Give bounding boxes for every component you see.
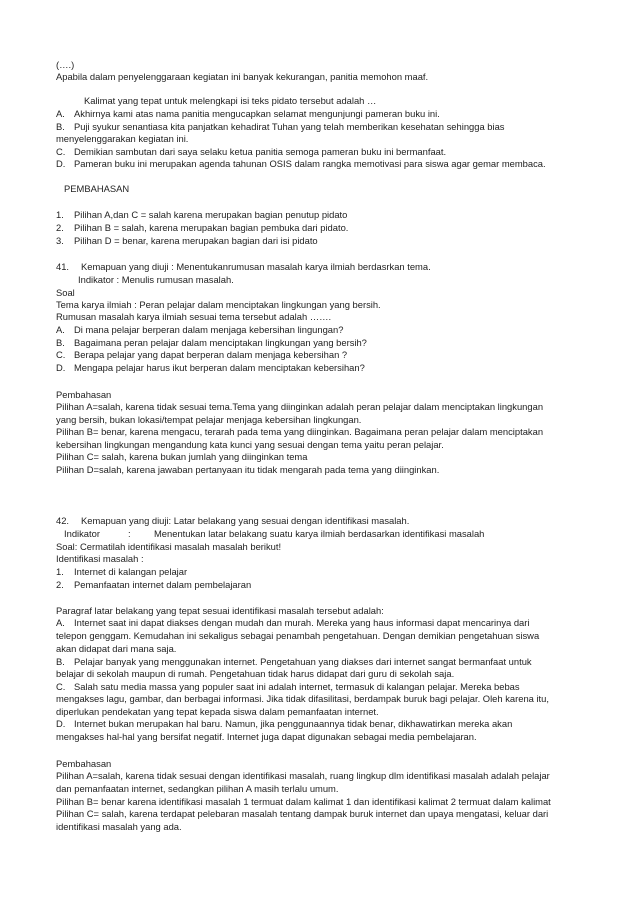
option-c-cont: diperlukan pendekatan yang tepat kepada siswa dalam pemanfaatan internet. <box>56 706 379 717</box>
option-text: Demikian sambutan dari saya selaku ketua panitia semoga pameran buku ini bermanfaat. <box>74 146 447 157</box>
option-text: Akhirnya kami atas nama panitia mengucapkan selamat mengunjungi pameran buku ini. <box>74 108 440 119</box>
option-text: Internet saat ini dapat diakses dengan mudah dan murah. Mereka yang haus informasi dapat mencarinya dari <box>74 617 530 628</box>
option-c <box>56 681 520 693</box>
explanation-item <box>56 222 348 234</box>
pembahasan-line: Pilihan A=salah, karena tidak sesuai tema.Tema yang diinginkan adalah peran pelajar dalam menciptakan lingkungan <box>56 401 544 412</box>
pembahasan-line: Pilihan B= benar, karena mengacu, terarah pada tema yang diinginkan. Bagaimana peran pelajar dalam menciptakan <box>56 426 544 437</box>
option-text: Salah satu media massa yang populer saat ini adalah internet, termasuk di kalangan pelajar. Mereka bebas <box>74 681 520 692</box>
option-b <box>56 121 504 133</box>
soal-line: Soal: Cermatilah identifikasi masalah masalah berikut! <box>56 541 282 552</box>
option-key: C. <box>56 146 66 157</box>
item-number: 1. <box>56 566 64 577</box>
question-number: 41. <box>56 261 70 272</box>
option-text: Di mana pelajar berperan dalam menjaga kebersihan lingungan? <box>74 324 344 335</box>
option-d <box>56 718 512 730</box>
option-a <box>56 324 343 336</box>
option-b-cont: belajar di sekolah maupun di rumah. Pengetahuan tidak harus didapat dari guru di sekolah saja. <box>56 668 455 679</box>
option-d-cont: mengakses hal-hal yang bersifat negatif. Internet juga dapat digunakan sebagai media pembelajaran. <box>56 731 477 742</box>
item-number: 2. <box>56 579 64 590</box>
item-text: Pilihan D = benar, karena merupakan bagian dari isi pidato <box>74 235 318 246</box>
option-text: Bagaimana peran pelajar dalam menciptakan lingkungan yang bersih? <box>74 337 367 348</box>
pembahasan-line: kebersihan lingkungan mengandung kata kunci yang sesuai dengan tema yaitu peran pelajar. <box>56 439 444 450</box>
option-key: A. <box>56 108 65 119</box>
ellipsis-line: (….) <box>56 59 75 70</box>
question-42-header <box>56 515 409 527</box>
indikator-line: Indikator : Menulis rumusan masalah. <box>78 274 234 285</box>
kemampuan-text: Kemapuan yang diuji: Latar belakang yang sesuai dengan identifikasi masalah. <box>81 515 410 526</box>
question-text: Kalimat yang tepat untuk melengkapi isi teks pidato tersebut adalah … <box>84 95 377 106</box>
pembahasan-line: Pilihan C= salah, karena bukan jumlah yang diinginkan tema <box>56 451 308 462</box>
option-b <box>56 337 367 349</box>
item-number: 1. <box>56 209 64 220</box>
rumusan-line: Rumusan masalah karya ilmiah sesuai tema tersebut adalah ……. <box>56 311 332 322</box>
soal-label: Soal <box>56 287 75 298</box>
indikator-text: Menentukan latar belakang suatu karya ilmiah berdasarkan identifikasi masalah <box>154 528 485 539</box>
item-number: 3. <box>56 235 64 246</box>
option-c <box>56 146 446 158</box>
option-text: Berapa pelajar yang dapat berperan dalam menjaga kebersihan ? <box>74 349 348 360</box>
option-a-cont: akan didapat dari mana saja. <box>56 643 177 654</box>
item-text: Pilihan B = salah, karena merupakan bagian pembuka dari pidato. <box>74 222 349 233</box>
option-key: D. <box>56 718 66 729</box>
question-number: 42. <box>56 515 70 526</box>
option-text: Mengapa pelajar harus ikut berperan dalam menciptakan kebersihan? <box>74 362 365 373</box>
pembahasan-heading: Pembahasan <box>56 758 112 769</box>
pembahasan-line: Pilihan C= salah, karena terdapat pelebaran masalah tentang dampak buruk internet dan upaya mengatasi, keluar dari <box>56 808 549 819</box>
question-41-header <box>56 261 431 273</box>
option-a <box>56 617 529 629</box>
option-text: Internet bukan merupakan hal baru. Namun, jika penggunaannya tidak benar, dikhawatirkan mereka akan <box>74 718 513 729</box>
explanation-item <box>56 235 318 247</box>
pembahasan-line: identifikasi masalah yang ada. <box>56 821 182 832</box>
paragraf-prompt: Paragraf latar belakang yang tepat sesuai identifikasi masalah tersebut adalah: <box>56 605 384 616</box>
item-text: Pilihan A,dan C = salah karena merupakan bagian penutup pidato <box>74 209 348 220</box>
option-key: C. <box>56 349 66 360</box>
pembahasan-line: Pilihan A=salah, karena tidak sesuai dengan identifikasi masalah, ruang lingkup dlm identifikasi masalah adalah pelajar <box>56 770 550 781</box>
option-c-cont: mengakses lagu, gambar, dan berbagai informasi. Jika tidak difasilitasi, berdampak buruk bagi pelajar. Oleh karena itu, <box>56 693 549 704</box>
option-text: Puji syukur senantiasa kita panjatkan kehadirat Tuhan yang telah memberikan kesehatan sehingga bias <box>74 121 505 132</box>
pembahasan-line: yang bersih, bukan lokasi/tempat pelajar menjaga kebersihan lingkungan. <box>56 414 362 425</box>
item-text: Internet di kalangan pelajar <box>74 566 188 577</box>
option-c <box>56 349 347 361</box>
pembahasan-line: Pilihan D=salah, karena jawaban pertanyaan itu tidak mengarah pada tema yang diinginkan. <box>56 464 440 475</box>
identifikasi-item <box>56 566 187 578</box>
option-a-cont: telepon genggam. Kemudahan ini sekaligus sebagai penambah pengetahuan. Dengan demikian pengetahuan siswa <box>56 630 540 641</box>
option-text: Pelajar banyak yang menggunakan internet. Pengetahuan yang diakses dari internet sangat bermanfaat untuk <box>74 656 532 667</box>
explanation-item <box>56 209 347 221</box>
option-text: Pameran buku ini merupakan agenda tahunan OSIS dalam rangka memotivasi para siswa agar gemar membaca. <box>74 158 546 169</box>
item-text: Pemanfaatan internet dalam pembelajaran <box>74 579 252 590</box>
tema-line: Tema karya ilmiah : Peran pelajar dalam menciptakan lingkungan yang bersih. <box>56 299 381 310</box>
option-d <box>56 158 546 170</box>
identifikasi-label: Identifikasi masalah : <box>56 553 144 564</box>
option-key: B. <box>56 337 65 348</box>
pembahasan-heading: PEMBAHASAN <box>64 183 130 194</box>
option-key: C. <box>56 681 66 692</box>
option-key: A. <box>56 617 65 628</box>
option-key: B. <box>56 121 65 132</box>
option-key: D. <box>56 362 66 373</box>
pembahasan-line: dan pemanfaatan internet, sedangkan pilihan A masih terlalu umum. <box>56 783 339 794</box>
option-b <box>56 656 532 668</box>
indikator-line <box>64 528 484 540</box>
indikator-colon: : <box>128 528 131 539</box>
indikator-label: Indikator <box>64 528 100 539</box>
identifikasi-item <box>56 579 251 591</box>
option-key: D. <box>56 158 66 169</box>
option-b-cont: menyelenggarakan kegiatan ini. <box>56 133 189 144</box>
kemampuan-text: Kemapuan yang diuji : Menentukanrumusan masalah karya ilmiah berdasrkan tema. <box>81 261 431 272</box>
option-d <box>56 362 365 374</box>
item-number: 2. <box>56 222 64 233</box>
closing-line: Apabila dalam penyelenggaraan kegiatan ini banyak kekurangan, panitia memohon maaf. <box>56 71 429 82</box>
pembahasan-heading: Pembahasan <box>56 389 112 400</box>
option-key: B. <box>56 656 65 667</box>
pembahasan-line: Pilihan B= benar karena identifikasi masalah 1 termuat dalam kalimat 1 dan identifikasi kalimat 2 termuat dalam kalimat <box>56 796 551 807</box>
option-key: A. <box>56 324 65 335</box>
option-a <box>56 108 440 120</box>
